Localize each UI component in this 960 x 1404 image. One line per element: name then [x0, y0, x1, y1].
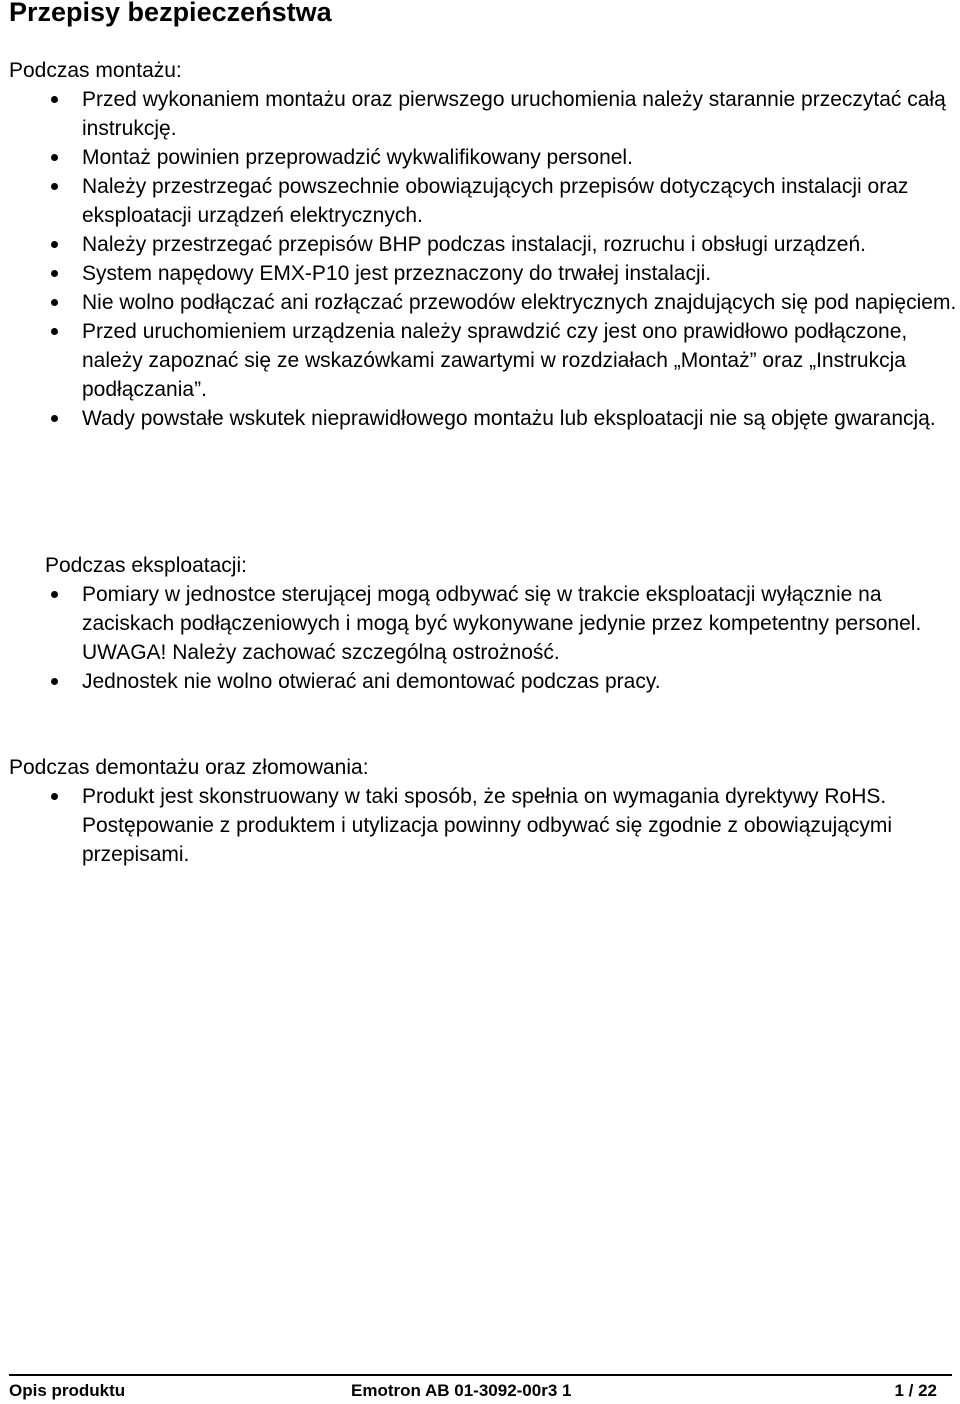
- list-item-text: Pomiary w jednostce sterującej mogą odbywać się w trakcie eksploatacji wyłącznie na zaciskach podłączeniowych i mogą być wykonywane jedynie przez kompetentny personel.: [82, 583, 922, 635]
- list-item-text: Należy przestrzegać powszechnie obowiązujących przepisów dotyczących instalacji oraz eksploatacji urządzeń elektrycznych.: [82, 175, 909, 227]
- section-heading-operation: Podczas eksploatacji:: [45, 554, 247, 577]
- list-item: [0, 317, 960, 404]
- list-item: [0, 172, 960, 230]
- bullet-icon: [51, 678, 58, 685]
- bullet-icon: [51, 591, 58, 598]
- bullet-icon: [51, 154, 58, 161]
- page-title: Przepisy bezpieczeństwa: [9, 0, 332, 27]
- list-item: [0, 667, 960, 696]
- bullet-icon: [51, 183, 58, 190]
- section-operation: [0, 551, 960, 696]
- bullet-icon: [51, 96, 58, 103]
- footer-document-id: Emotron AB 01-3092-00r3 1: [351, 1381, 572, 1400]
- list-item-text: Wady powstałe wskutek nieprawidłowego montażu lub eksploatacji nie są objęte gwarancją.: [82, 407, 936, 430]
- list-item: [0, 259, 960, 288]
- section-installation: [0, 56, 960, 433]
- footer-page-number: 1 / 22: [894, 1381, 937, 1400]
- list-item: [0, 580, 960, 638]
- installation-rules-list: [0, 85, 960, 433]
- bullet-icon: [51, 299, 58, 306]
- section-disposal: [0, 753, 960, 869]
- bullet-icon: [51, 270, 58, 277]
- list-item: [0, 404, 960, 433]
- warning-note: UWAGA! Należy zachować szczególną ostrożność.: [82, 641, 560, 664]
- operation-rules-list: [0, 580, 960, 638]
- footer-divider: [9, 1374, 952, 1376]
- list-item: [0, 230, 960, 259]
- list-item-text: Nie wolno podłączać ani rozłączać przewodów elektrycznych znajdujących się pod napięciem.: [82, 291, 957, 314]
- list-item-text: Produkt jest skonstruowany w taki sposób, że spełnia on wymagania dyrektywy RoHS. Postępowanie z produktem i utylizacja powinny odbywać się zgodnie z obowiązującymi przepisami.: [82, 785, 893, 866]
- list-item-text: Przed uruchomieniem urządzenia należy sprawdzić czy jest ono prawidłowo podłączone, należy zapoznać się ze wskazówkami zawartymi w rozdziałach „Montaż” oraz „Instrukcja podłączania”.: [82, 320, 908, 401]
- list-item-text: Przed wykonaniem montażu oraz pierwszego uruchomienia należy starannie przeczytać całą instrukcję.: [82, 88, 946, 140]
- section-heading-disposal: Podczas demontażu oraz złomowania:: [9, 756, 369, 779]
- bullet-icon: [51, 328, 58, 335]
- disposal-rules-list: [0, 782, 960, 869]
- list-item: [0, 782, 960, 869]
- operation-rules-list-continued: [0, 667, 960, 696]
- list-item-text: System napędowy EMX-P10 jest przeznaczony do trwałej instalacji.: [82, 262, 712, 285]
- page-footer: [9, 1380, 952, 1404]
- bullet-icon: [51, 241, 58, 248]
- list-item: [0, 288, 960, 317]
- list-item: [0, 85, 960, 143]
- bullet-icon: [51, 415, 58, 422]
- list-item-text: Należy przestrzegać przepisów BHP podczas instalacji, rozruchu i obsługi urządzeń.: [82, 233, 866, 256]
- list-item-text: Montaż powinien przeprowadzić wykwalifikowany personel.: [82, 146, 633, 169]
- section-heading-installation: Podczas montażu:: [9, 59, 182, 82]
- bullet-icon: [51, 793, 58, 800]
- footer-document-type: Opis produktu: [9, 1381, 126, 1400]
- list-item: [0, 143, 960, 172]
- list-item-text: Jednostek nie wolno otwierać ani demontować podczas pracy.: [82, 670, 661, 693]
